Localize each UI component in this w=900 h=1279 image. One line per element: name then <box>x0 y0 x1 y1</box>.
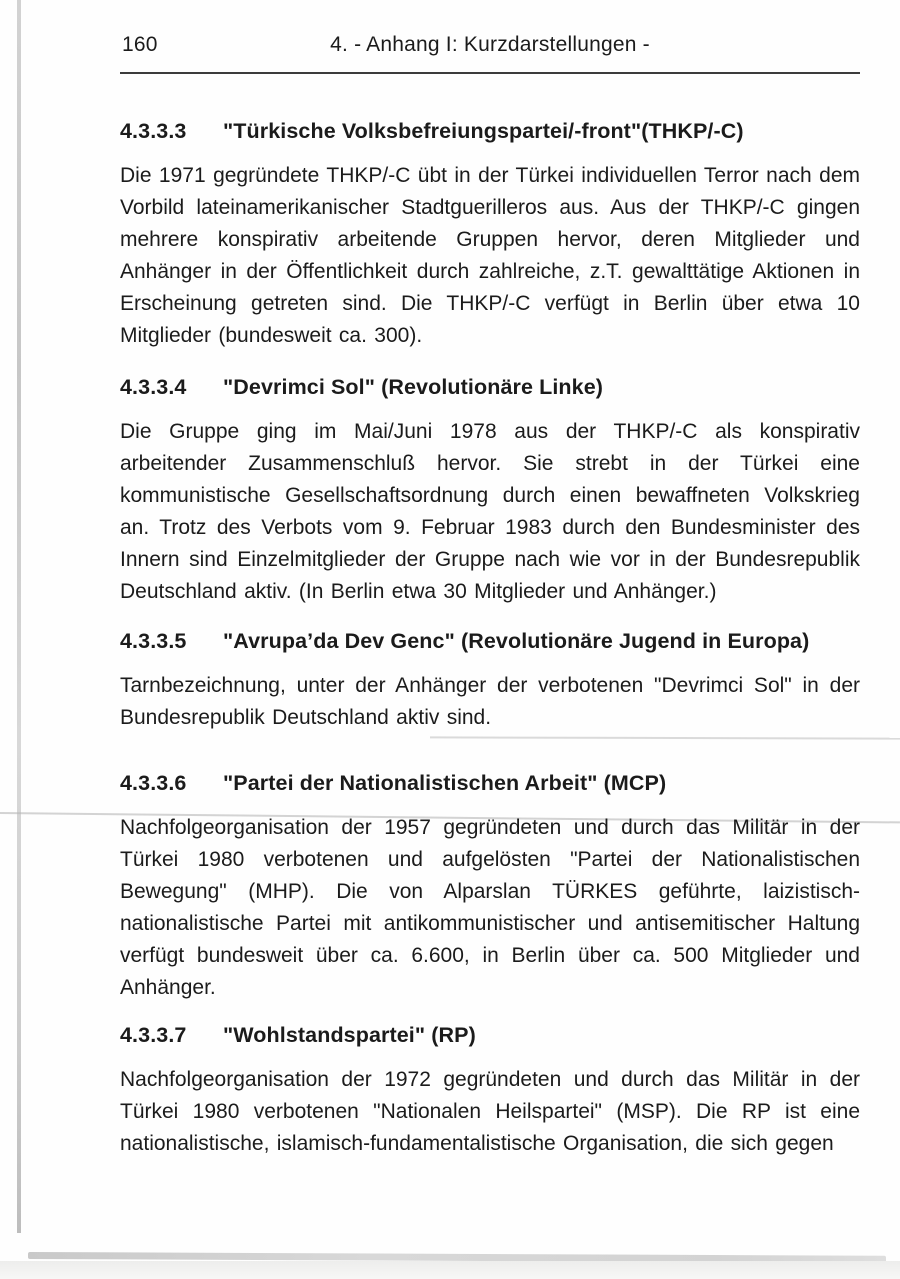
section-title: "Devrimci Sol" (Revolutionäre Linke) <box>223 375 604 399</box>
section-title: "Türkische Volksbefreiungspartei/-front"(THKP/-C) <box>223 119 744 143</box>
section-4-3-3-7 <box>120 1020 860 1160</box>
section-body: Tarnbezeichnung, unter der Anhänger der verbotenen "Devrimci Sol" in der Bundesrepublik Deutschland aktiv sind. <box>120 674 860 729</box>
section-4-3-3-6 <box>120 768 860 1004</box>
section-number: 4.3.3.4 <box>120 375 187 399</box>
page-number: 160 <box>122 33 158 56</box>
section-body: Die Gruppe ging im Mai/Juni 1978 aus der THKP/-C als konspirativ arbeitender Zusammenschluß hervor. Sie strebt in der Türkei eine kommunistische Gesellschaftsordnung durch einen bewaffneten Volkskrieg an. Trotz des Verbots vom 9. Februar 1983 durch den Bundesminister des Innern sind Einzelmitglieder der Gruppe nach wie vor in der Bundesrepublik Deutschland aktiv. (In Berlin etwa 30 Mitglieder und Anhänger.) <box>120 420 860 603</box>
section-heading <box>120 1020 860 1050</box>
section-title: "Avrupa’da Dev Genc" (Revolutionäre Jugend in Europa) <box>223 629 810 653</box>
section-number: 4.3.3.5 <box>120 629 187 653</box>
section-4-3-3-3 <box>120 116 860 352</box>
section-title: "Wohlstandspartei" (RP) <box>223 1023 476 1047</box>
section-body: Nachfolgeorganisation der 1972 gegründeten und durch das Militär in der Türkei 1980 verbotenen "Nationalen Heilspartei" (MSP). Die RP ist eine nationalistische, islamisch-fundamentalistische Organisation, die sich gegen <box>120 1068 860 1155</box>
section-body: Nachfolgeorganisation der 1957 gegründeten und durch das Militär in der Türkei 1980 verbotenen und aufgelösten "Partei der Nationalistischen Bewegung" (MHP). Die von Alparslan TÜRKES geführte, laizistisch-nationalistische Partei mit antikommunistischer und antisemitischer Haltung verfügt bundesweit über ca. 6.600, in Berlin über ca. 500 Mitglieder und Anhänger. <box>120 816 860 999</box>
section-heading <box>120 768 860 798</box>
section-number: 4.3.3.3 <box>120 119 187 143</box>
section-number: 4.3.3.6 <box>120 771 187 795</box>
running-header-title: 4. - Anhang I: Kurzdarstellungen - <box>330 33 650 56</box>
running-header <box>120 33 860 59</box>
header-rule <box>120 72 860 74</box>
page-edge-shadow-left <box>17 0 21 1233</box>
section-heading <box>120 626 860 656</box>
scan-background-below-page <box>0 1261 900 1279</box>
page-content <box>120 0 860 1160</box>
section-4-3-3-5 <box>120 626 860 734</box>
section-title: "Partei der Nationalistischen Arbeit" (MCP) <box>223 771 667 795</box>
section-heading <box>120 372 860 402</box>
section-number: 4.3.3.7 <box>120 1023 187 1047</box>
section-heading <box>120 116 860 146</box>
section-4-3-3-4 <box>120 372 860 608</box>
section-body: Die 1971 gegründete THKP/-C übt in der Türkei individuellen Terror nach dem Vorbild lateinamerikanischer Stadtguerilleros aus. Aus der THKP/-C gingen mehrere konspirativ arbeitende Gruppen hervor, deren Mitglieder und Anhänger in der Öffentlichkeit durch zahlreiche, z.T. gewalttätige Aktionen in Erscheinung getreten sind. Die THKP/-C verfügt in Berlin über etwa 10 Mitglieder (bundesweit ca. 300). <box>120 164 860 347</box>
